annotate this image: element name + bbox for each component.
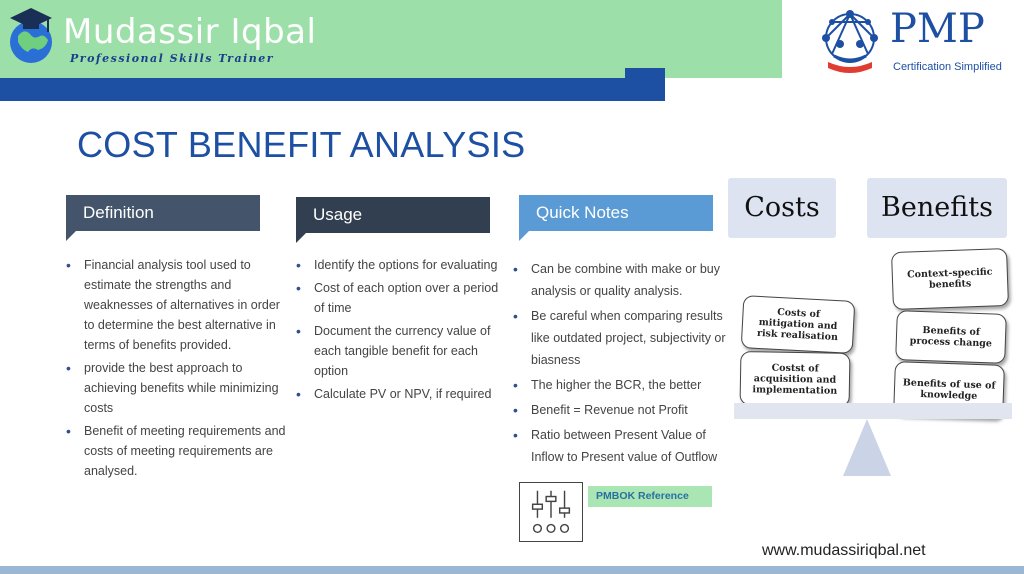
cost-card: Costst of acquisition and implementation xyxy=(740,351,851,407)
list-item: • Be careful when comparing results like outdated project, subjectivity or biasness xyxy=(513,305,738,371)
list-item: • Ratio between Present Value of Inflow to Present value of Outflow xyxy=(513,424,738,468)
list-item: • Benefit of meeting requirements and costs of meeting requirements are analysed. xyxy=(66,421,288,481)
list-item: • Calculate PV or NPV, if required xyxy=(296,384,501,404)
pmp-network-icon xyxy=(812,4,888,80)
graduation-globe-icon xyxy=(4,6,58,66)
costs-label: Costs xyxy=(728,178,836,238)
benefits-label: Benefits xyxy=(867,178,1007,238)
pmp-logo-text: PMP xyxy=(890,6,985,52)
benefit-card: Benefits of use of knowledge xyxy=(893,361,1005,419)
list-item: • The higher the BCR, the better xyxy=(513,374,738,396)
benefit-card: Context-specific benefits xyxy=(891,248,1009,310)
usage-list xyxy=(296,255,501,407)
quick-notes-list xyxy=(513,258,738,471)
list-item: • provide the best approach to achieving benefits while minimizing costs xyxy=(66,358,288,418)
footer-bar xyxy=(0,566,1024,574)
list-item: • Identify the options for evaluating xyxy=(296,255,501,275)
scale-beam xyxy=(734,403,1012,419)
benefit-card: Benefits of process change xyxy=(895,310,1007,364)
pmbok-reference-label: PMBOK Reference xyxy=(588,486,712,507)
scale-fulcrum xyxy=(843,419,891,476)
sliders-icon xyxy=(519,482,583,542)
list-item: • Cost of each option over a period of time xyxy=(296,278,501,318)
list-item: • Document the currency value of each tangible benefit for each option xyxy=(296,321,501,381)
quick-notes-heading: Quick Notes xyxy=(519,195,713,231)
page-title: COST BENEFIT ANALYSIS xyxy=(77,124,526,165)
pmp-logo-subtitle: Certification Simplified xyxy=(893,61,1002,73)
cost-card: Costs of mitigation and risk realisation xyxy=(741,295,856,354)
list-item: • Can be combine with make or buy analysis or quality analysis. xyxy=(513,258,738,302)
header-accent-bar xyxy=(0,78,665,101)
list-item: • Benefit = Revenue not Profit xyxy=(513,399,738,421)
usage-heading: Usage xyxy=(296,197,490,233)
definition-heading: Definition xyxy=(66,195,260,231)
list-item: • Financial analysis tool used to estimate the strengths and weaknesses of alternatives in order to determine the best alternative in terms of benefits provided. xyxy=(66,255,288,355)
brand-tagline: Professional Skills Trainer xyxy=(70,52,275,65)
brand-name: Mudassir Iqbal xyxy=(63,12,317,52)
definition-list xyxy=(66,255,288,484)
footer-website: www.mudassiriqbal.net xyxy=(762,542,926,559)
